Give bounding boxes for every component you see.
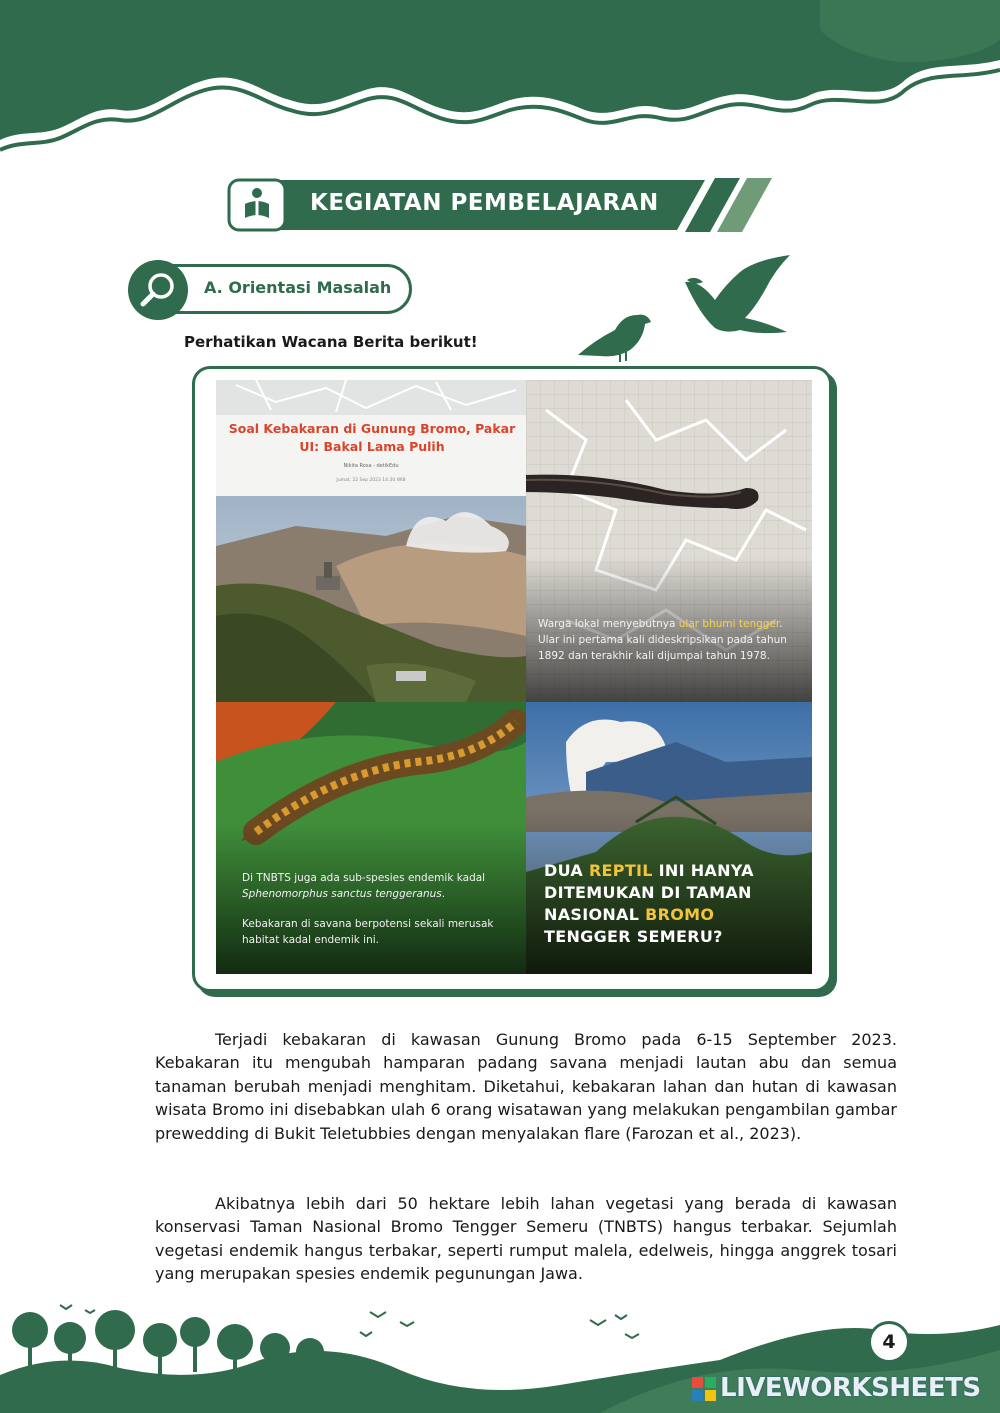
bromo-landscape-photo	[216, 496, 526, 702]
reading-instruction: Perhatikan Wacana Berita berikut!	[184, 333, 478, 351]
news-author: Nikita Rosa - detikEdu	[343, 463, 399, 469]
news-article-panel	[216, 380, 526, 702]
perched-bird-icon	[578, 315, 651, 362]
orientation-icon-circle	[128, 260, 188, 320]
watermark-text: LIVEWORKSHEETS	[720, 1373, 981, 1403]
body-paragraph: Akibatnya lebih dari 50 hektare lebih lahan vegetasi yang berada di kawasan konservasi Taman Nasional Bromo Tengger Semeru (TNBTS) hangus terbakar. Sejumlah vegetasi endemik hangus terbakar, seperti rumput malela, edelweis, hingga anggrek tosari yang merupakan spesies endemik pegunungan Jawa.	[155, 1194, 897, 1284]
header-wave-band	[0, 0, 1000, 160]
flying-bird-icon	[685, 255, 790, 333]
birds-illustration	[575, 250, 795, 365]
magnifier-icon	[128, 260, 188, 320]
orientation-label: A. Orientasi Masalah	[204, 278, 392, 297]
lizard-caption-species: Di TNBTS juga ada sub-spesies endemik kadal Sphenomorphus sanctus tenggeranus.	[242, 872, 486, 900]
news-collage	[216, 380, 812, 974]
body-paragraph: Terjadi kebakaran di kawasan Gunung Bromo pada 6-15 September 2023. Kebakaran itu mengubah hamparan padang savana menjadi lautan abu dan semua tanaman berubah menjadi menghitam. Diketahui, kebakaran lahan dan hutan di kawasan wisata Bromo ini disebabkan ulah 6 orang wisatawan yang melakukan pengambilan gambar prewedding di Bukit Teletubbies dengan menyalakan flare (Farozan et al., 2023).	[155, 1030, 897, 1143]
page-number: 4	[868, 1321, 910, 1363]
snake-panel	[526, 380, 812, 702]
bromo-volcano-panel	[526, 702, 812, 974]
lizard-caption-habitat: Kebakaran di savana berpotensi sekali merusak habitat kadal endemik ini.	[242, 918, 494, 946]
news-headline: Soal Kebakaran di Gunung Bromo, Pakar UI: Bakal Lama Pulih	[228, 421, 516, 454]
section-title: KEGIATAN PEMBELAJARAN	[310, 190, 659, 216]
liveworksheets-logo-icon	[692, 1377, 716, 1401]
lizard-panel	[216, 702, 526, 974]
news-date: Jumat, 22 Sep 2023 14:30 WIB	[336, 478, 406, 483]
bromo-headline: DUA REPTIL INI HANYA DITEMUKAN DI TAMAN NASIONAL BROMO TENGGER SEMERU?	[544, 861, 754, 946]
snake-caption: Warga lokal menyebutnya ular bhumi tengger. Ular ini pertama kali dideskripsikan pada tahun 1892 dan terakhir kali dijumpai tahun 1978.	[538, 618, 787, 662]
